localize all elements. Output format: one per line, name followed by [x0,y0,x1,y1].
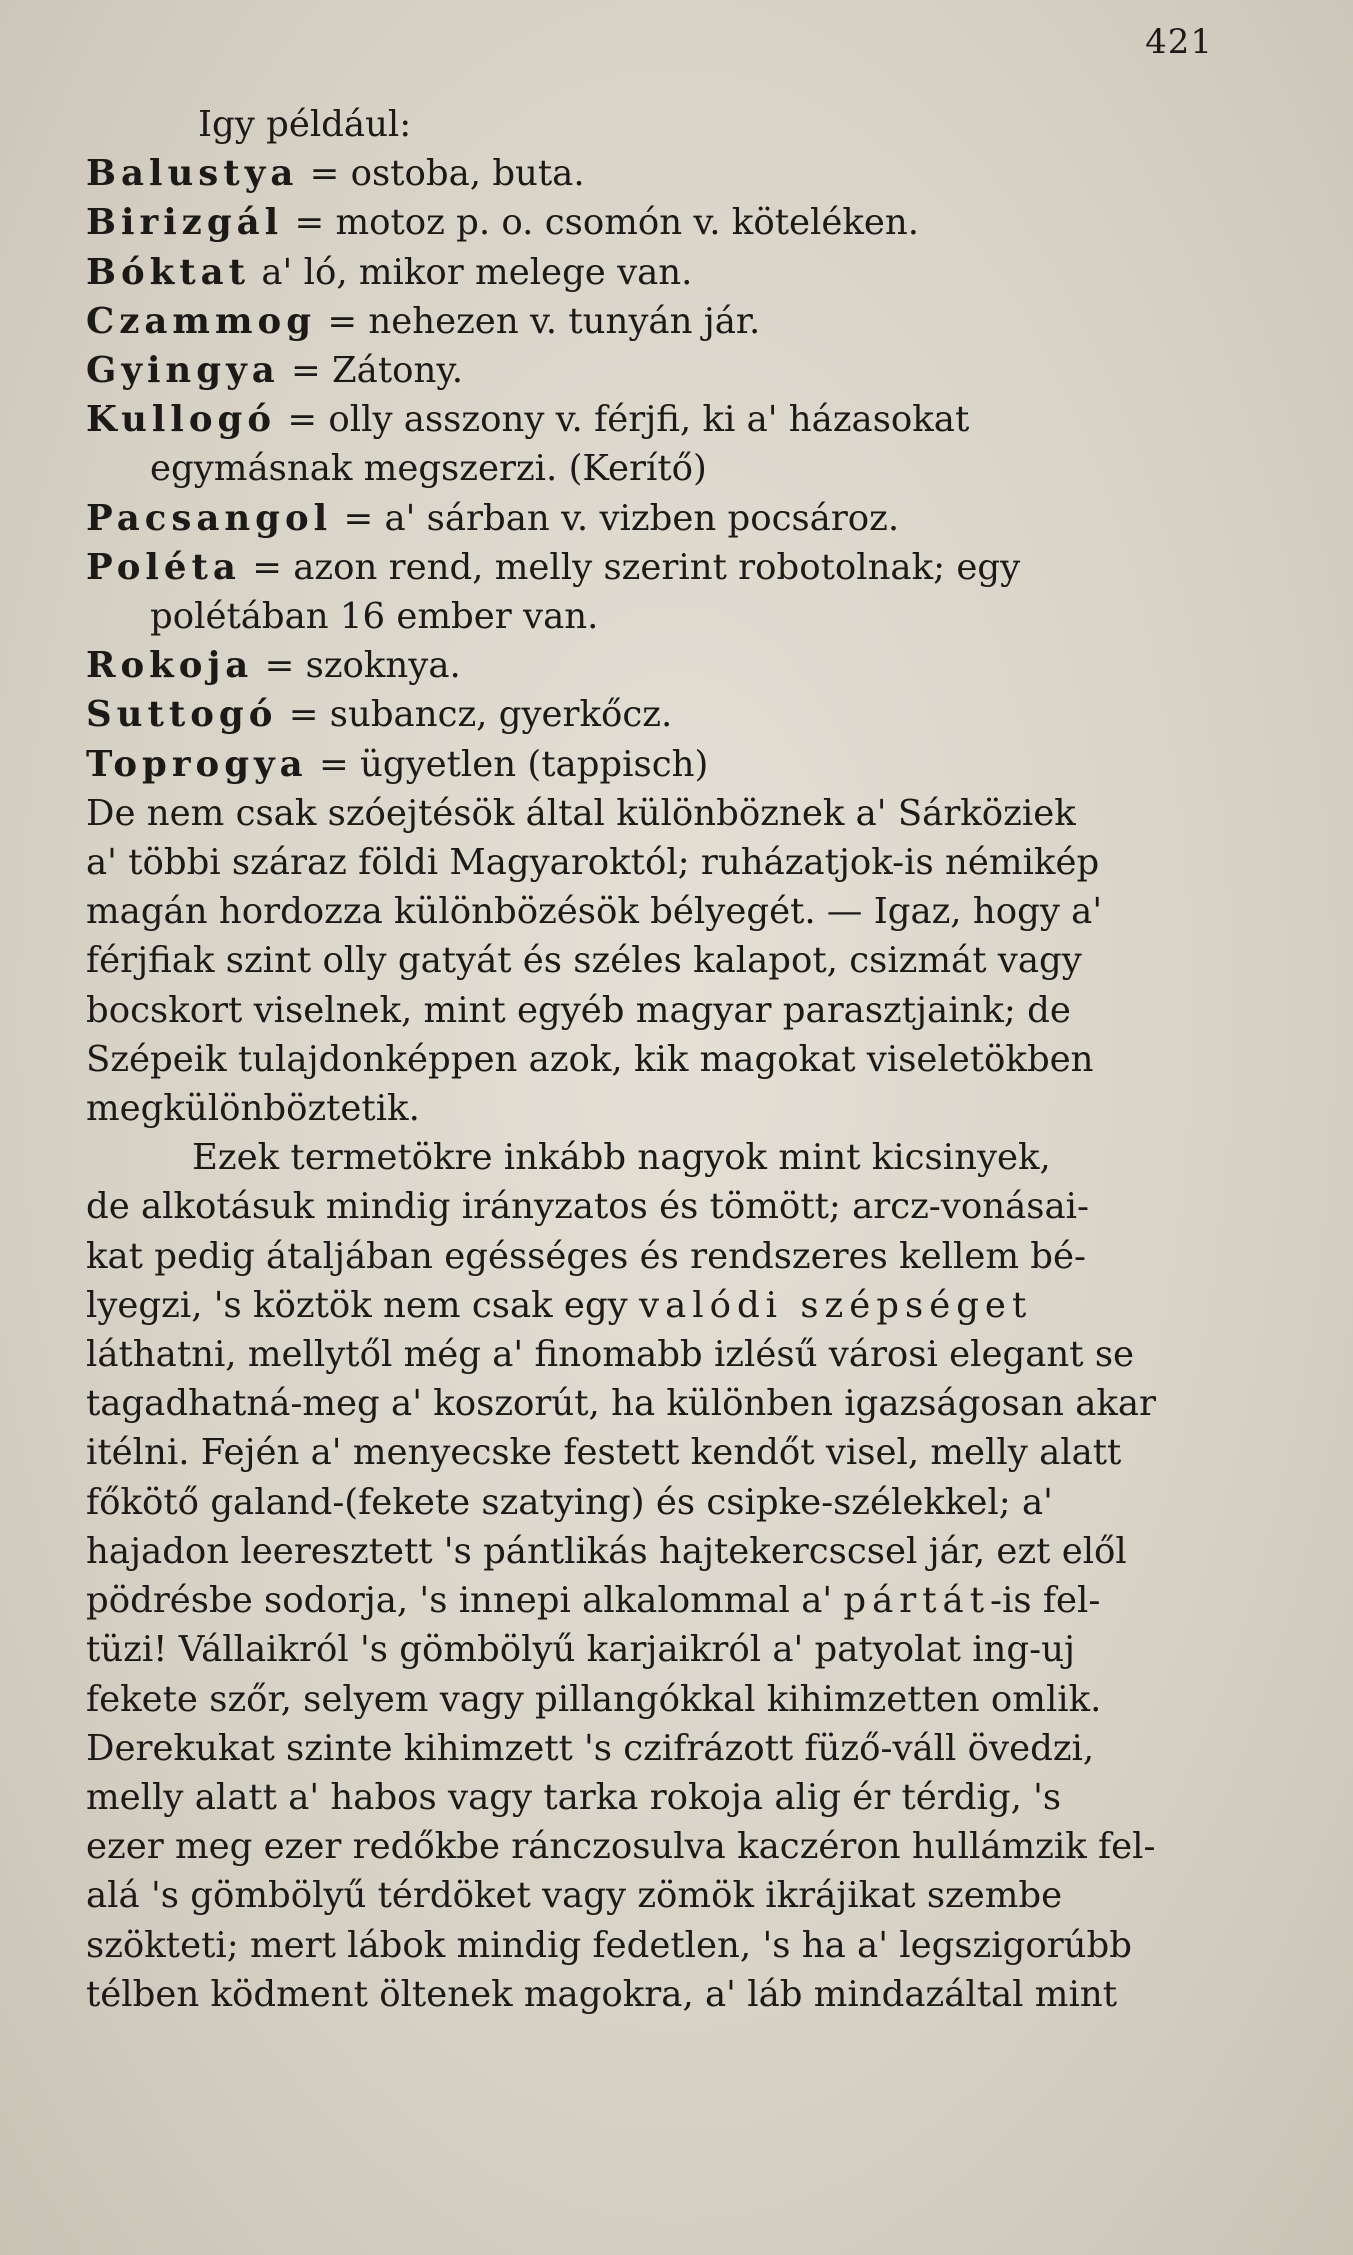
glossary-term: Gyingya [86,350,280,392]
glossary-term: Poléta [86,546,241,588]
paragraph-line: télben ködment öltenek magokra, a' láb mindazáltal mint [86,1973,1117,2015]
paragraph-line: szökteti; mert lábok mindig fedetlen, 's ha a' legszigorúbb [86,1924,1132,1966]
paragraph-line: láthatni, mellytől még a' finomabb izlésű városi elegant se [86,1334,1135,1376]
glossary-definition: = subancz, gyerkőcz. [277,694,673,736]
paragraph-line: bocskort viselnek, mint egyéb magyar parasztjaink; de [86,989,1071,1031]
glossary-term: Birizgál [86,202,284,244]
paragraph-line: megkülönböztetik. [86,1088,420,1130]
glossary-definition: = motoz p. o. csomón v. köteléken. [283,202,920,244]
paragraph-line: melly alatt a' habos vagy tarka rokoja alig ér térdig, 's [86,1776,1062,1818]
glossary-definition: = nehezen v. tunyán jár. [316,300,761,342]
paragraph-clothing [86,789,1226,1133]
glossary-definition: = szoknya. [253,645,461,687]
paragraph-line: hajadon leeresztett 's pántlikás hajtekercscsel jár, ezt elől [86,1530,1127,1572]
glossary-list [86,149,1226,789]
glossary-term: Pacsangol [86,497,333,539]
paragraph-line: De nem csak szóejtésök által különböznek a' Sárköziek [86,792,1076,834]
paragraph-line: de alkotásuk mindig irányzatos és tömött; arcz-vonásai- [86,1186,1089,1228]
paragraph-line: alá 's gömbölyű térdöket vagy zömök ikrájikat szembe [86,1875,1063,1917]
glossary-entry [86,740,1226,789]
glossary-definition: = azon rend, melly szerint robotolnak; egy [240,546,1021,588]
emphasized-text: valódi szépséget [639,1284,1033,1326]
paragraph-line: pödrésbe sodorja, 's innepi alkalommal a' pártát-is fel- [86,1580,1101,1622]
glossary-entry [86,346,1226,395]
paragraph-line: Ezek termetökre inkább nagyok mint kicsinyek, [192,1137,1051,1179]
paragraph-line: tagadhatná-meg a' koszorút, ha különben igazságosan akar [86,1383,1157,1425]
glossary-definition: = ügyetlen (tappisch) [307,743,709,785]
paragraph-line: Szépeik tulajdonképpen azok, kik magokat viseletökben [86,1038,1094,1080]
glossary-term: Rokoja [86,645,254,687]
paragraph-line: fekete szőr, selyem vagy pillangókkal kihimzetten omlik. [86,1678,1102,1720]
glossary-entry [86,395,1226,493]
paragraph-appearance [86,1133,1226,2019]
glossary-term: Bóktat [86,251,251,293]
glossary-definition: = a' sárban v. vizben pocsároz. [332,497,900,539]
glossary-definition: a' ló, mikor melege van. [250,251,693,293]
glossary-term: Czammog [86,300,317,342]
paragraph-line: lyegzi, 's köztök nem csak egy valódi szépséget [86,1284,1033,1326]
glossary-intro: Igy például: [198,104,412,145]
paragraph-line: ezer meg ezer redőkbe ránczosulva kaczéron hullámzik fel- [86,1826,1156,1868]
emphasized-text: pártát [843,1580,990,1622]
glossary-entry [86,543,1226,641]
glossary-term: Kullogó [86,399,277,441]
glossary-definition: = ostoba, buta. [298,153,585,195]
glossary-entry [86,690,1226,739]
paragraph-line: magán hordozza különbözésök bélyegét. — Igaz, hogy a' [86,891,1103,933]
paragraph-line: főkötő galand-(fekete szatying) és csipke-szélekkel; a' [86,1481,1053,1523]
glossary-term: Suttogó [86,694,278,736]
page-number: 421 [1145,22,1213,62]
paragraph-line: tüzi! Vállaikról 's gömbölyű karjaikról a' patyolat ing-uj [86,1629,1076,1671]
page-text [86,100,1226,2019]
glossary-entry [86,297,1226,346]
paragraph-line: férjfiak szint olly gatyát és széles kalapot, csizmát vagy [86,940,1082,982]
glossary-entry [86,149,1226,198]
paragraph-line: a' többi száraz földi Magyaroktól; ruházatjok-is némikép [86,842,1100,884]
glossary-continuation: egymásnak megszerzi. (Kerítő) [150,448,707,490]
glossary-definition: = Zátony. [279,350,463,392]
glossary-term: Toprogya [86,743,308,785]
glossary-entry [86,494,1226,543]
glossary-entry [86,198,1226,247]
paragraph-line: kat pedig átaljában egésséges és rendszeres kellem bé- [86,1235,1087,1277]
glossary-continuation: polétában 16 ember van. [150,596,599,638]
glossary-entry [86,248,1226,297]
glossary-definition: = olly asszony v. férjfi, ki a' házasokat [276,399,970,441]
paragraph-line: itélni. Fején a' menyecske festett kendőt visel, melly alatt [86,1432,1122,1474]
glossary-entry [86,641,1226,690]
paragraph-line: Derekukat szinte kihimzett 's czifrázott füző-váll övedzi, [86,1727,1095,1769]
glossary-term: Balustya [86,153,299,195]
